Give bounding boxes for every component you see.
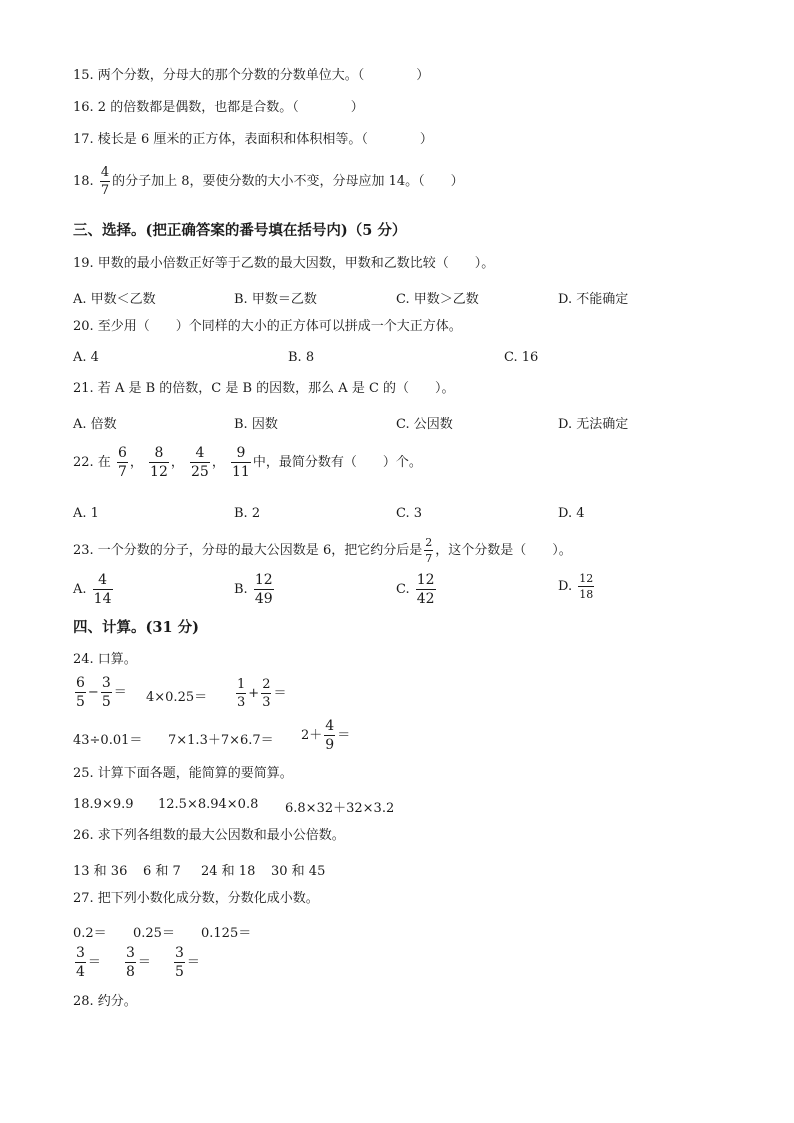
equals: ＝ <box>186 955 200 970</box>
question-18 <box>73 166 464 197</box>
fraction: $\frac{2}{3}$ <box>262 677 271 710</box>
decimal-item: 0.25＝ <box>133 926 175 941</box>
q22-option-c: C. 3 <box>396 506 423 521</box>
question-20: 20. 至少用（ ）个同样的大小的正方体可以拼成一个大正方体。 <box>73 319 462 334</box>
fraction: $\frac{12}{18}$ <box>579 572 594 601</box>
fraction-item <box>172 946 200 979</box>
calc-expression: 4×0.25＝ <box>146 690 208 705</box>
fraction: $\frac{3}{5}$ <box>101 675 111 710</box>
question-25: 25. 计算下面各题，能简算的要简算。 <box>73 766 293 781</box>
q20-option-a: A. 4 <box>73 350 99 365</box>
equals: ＝ <box>113 685 127 700</box>
separator: ， <box>170 455 184 470</box>
question-26: 26. 求下列各组数的最大公因数和最小公倍数。 <box>73 828 345 843</box>
operator: − <box>87 685 99 700</box>
fraction: $\frac{4}{9}$ <box>325 718 335 753</box>
fraction: $\frac{4}{25}$ <box>191 445 209 480</box>
question-22-suffix: 中，最简分数有（ ）个。 <box>252 455 422 470</box>
option-label: C. <box>396 582 410 597</box>
q23-option-d <box>558 573 596 600</box>
q19-option-a: A. 甲数＜乙数 <box>73 292 156 307</box>
option-label: D. <box>558 579 573 594</box>
calc-item: 6.8×32＋32×3.2 <box>285 801 395 816</box>
equals: ＝ <box>337 728 351 743</box>
question-28: 28. 约分。 <box>73 994 137 1009</box>
fraction-item <box>123 946 151 979</box>
question-17: 17. 棱长是 6 厘米的正方体，表面积和体积相等。（ ） <box>73 132 433 147</box>
q23-option-c <box>396 573 438 606</box>
fraction: $\frac{4}{14}$ <box>93 572 112 607</box>
question-22 <box>73 446 422 479</box>
operator: + <box>248 686 260 701</box>
q19-option-c: C. 甲数＞乙数 <box>396 292 479 307</box>
fraction: $\frac{6}{5}$ <box>76 675 85 710</box>
q22-option-a: A. 1 <box>73 506 99 521</box>
q21-option-c: C. 公因数 <box>396 417 453 432</box>
fraction: $\frac{3}{5}$ <box>175 945 184 980</box>
calc-item: 12.5×8.94×0.8 <box>158 797 259 812</box>
q20-option-b: B. 8 <box>288 350 315 365</box>
q22-option-d: D. 4 <box>558 506 585 521</box>
calc-expression: 7×1.3＋7×6.7＝ <box>168 733 274 748</box>
section-4-title: 四、计算。(31 分) <box>73 619 199 636</box>
decimal-item: 0.125＝ <box>201 926 252 941</box>
question-21: 21. 若 A 是 B 的倍数，C 是 B 的因数，那么 A 是 C 的（ ）。 <box>73 381 455 396</box>
fraction: $\frac{12}{49}$ <box>254 572 273 607</box>
fraction: $\frac{1}{3}$ <box>237 677 246 710</box>
separator: ， <box>129 455 143 470</box>
number-pair: 6 和 7 <box>143 864 181 879</box>
calc-expression <box>301 719 350 752</box>
separator: ， <box>211 455 225 470</box>
q19-option-b: B. 甲数＝乙数 <box>234 292 317 307</box>
fraction-item <box>73 946 101 979</box>
fraction: $\frac{8}{12}$ <box>150 445 168 480</box>
question-23-suffix: ，这个分数是（ ）。 <box>435 543 572 558</box>
question-16: 16. 2 的倍数都是偶数，也都是合数。（ ） <box>73 100 364 115</box>
question-22-prefix: 22. 在 <box>73 455 111 470</box>
equals: ＝ <box>87 955 101 970</box>
q22-option-b: B. 2 <box>234 506 261 521</box>
fraction: $\frac{9}{11}$ <box>232 445 250 480</box>
fraction: $\frac{4}{7}$ <box>100 165 110 198</box>
equals: ＝ <box>137 955 151 970</box>
number-pair: 30 和 45 <box>271 864 326 879</box>
calc-expression <box>234 678 286 709</box>
fraction: $\frac{3}{4}$ <box>76 945 85 980</box>
calc-expression <box>73 676 127 709</box>
question-18-text: 的分子加上 8，要使分数的大小不变，分母应加 14。（ ） <box>112 174 464 189</box>
fraction: $\frac{3}{8}$ <box>126 945 135 980</box>
q19-option-d: D. 不能确定 <box>558 292 629 307</box>
question-24: 24. 口算。 <box>73 652 137 667</box>
q23-option-a <box>73 573 115 606</box>
fraction: $\frac{6}{7}$ <box>117 445 127 480</box>
operand: 2＋ <box>301 728 323 743</box>
question-23-prefix: 23. 一个分数的分子，分母的最大公因数是 6，把它约分后是 <box>73 543 423 558</box>
decimal-item: 0.2＝ <box>73 926 107 941</box>
equals: ＝ <box>273 686 287 701</box>
calc-item: 18.9×9.9 <box>73 797 134 812</box>
question-18-number: 18. <box>73 174 94 189</box>
q23-option-b <box>234 573 276 606</box>
question-15: 15. 两个分数，分母大的那个分数的分数单位大。（ ） <box>73 68 430 83</box>
q21-option-d: D. 无法确定 <box>558 417 629 432</box>
section-3-title: 三、选择。(把正确答案的番号填在括号内)（5 分） <box>73 222 407 239</box>
number-pair: 13 和 36 <box>73 864 128 879</box>
question-27: 27. 把下列小数化成分数，分数化成小数。 <box>73 891 319 906</box>
option-label: B. <box>234 582 248 597</box>
option-label: A. <box>73 582 87 597</box>
number-pair: 24 和 18 <box>201 864 256 879</box>
calc-expression: 43÷0.01＝ <box>73 733 143 748</box>
fraction: $\frac{2}{7}$ <box>425 536 433 565</box>
fraction: $\frac{12}{42}$ <box>416 572 435 607</box>
q21-option-b: B. 因数 <box>234 417 278 432</box>
question-23 <box>73 537 572 564</box>
q20-option-c: C. 16 <box>504 350 539 365</box>
question-19: 19. 甲数的最小倍数正好等于乙数的最大因数，甲数和乙数比较（ ）。 <box>73 256 495 271</box>
q21-option-a: A. 倍数 <box>73 417 117 432</box>
